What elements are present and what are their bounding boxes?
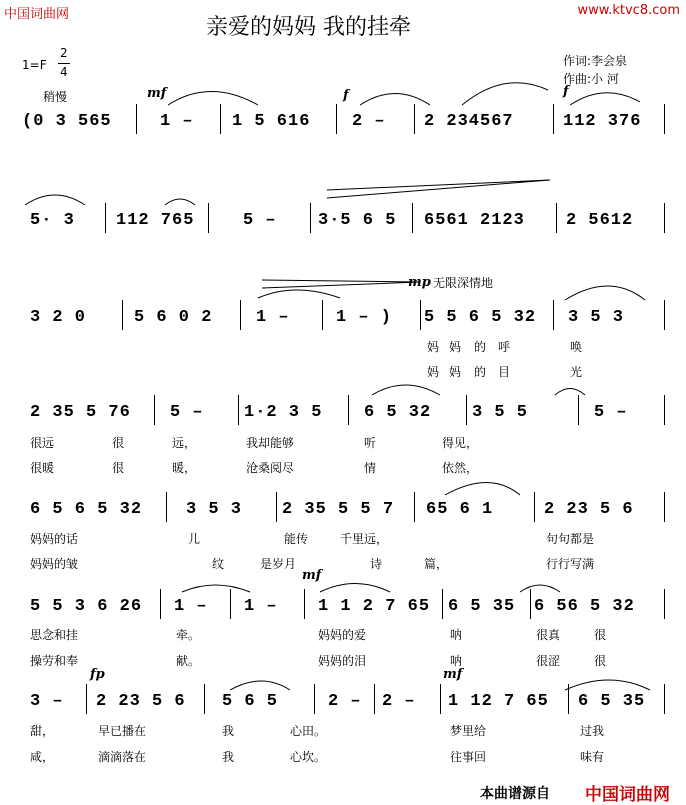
measure: 5 6 5: [222, 692, 279, 711]
lyric-syllable: 唤: [570, 340, 583, 354]
composer-credit: 作曲:小 河: [563, 72, 619, 86]
barline: [310, 203, 311, 233]
measure: 3 –: [30, 692, 64, 711]
lyric-syllable: 目: [498, 365, 511, 379]
lyric-line-2b: [0, 459, 686, 477]
barline: [105, 203, 106, 233]
lyric-line-3b: [0, 555, 686, 573]
footer-source: 本曲谱源自: [480, 786, 550, 802]
barline: [534, 492, 535, 522]
measure: 6561 2123: [424, 211, 525, 230]
measure: 2 23 5 6: [544, 500, 634, 519]
lyric-syllable: 儿: [188, 532, 201, 546]
barline: [440, 684, 441, 714]
barline: [240, 300, 241, 330]
barline: [414, 104, 415, 134]
measure: 3 5 5: [472, 403, 529, 422]
dynamic-mp: mp: [408, 275, 431, 290]
lyric-syllable: 妈妈的话: [30, 532, 79, 546]
barline: [160, 589, 161, 619]
barline: [664, 104, 665, 134]
music-line-3: [0, 300, 686, 340]
measure: 6 56 5 32: [534, 597, 635, 616]
measure: 1 –: [160, 112, 194, 131]
barline: [556, 203, 557, 233]
barline: [530, 589, 531, 619]
lyric-syllable: 得见，: [442, 436, 479, 450]
lyric-line-2a: [0, 434, 686, 452]
measure: 1 –: [244, 597, 278, 616]
lyricist-credit: 作词:李会泉: [563, 54, 628, 68]
measure: (0 3 565: [22, 112, 112, 131]
lyric-syllable: 很: [112, 436, 125, 450]
measure: 3 2 0: [30, 308, 87, 327]
lyric-syllable: 滴滴落在: [98, 750, 147, 764]
measure: 5 –: [243, 211, 277, 230]
lyric-syllable: 牵。: [176, 628, 201, 642]
measure: 2 5612: [566, 211, 634, 230]
lyric-syllable: 篇，: [424, 557, 449, 571]
lyric-syllable: 梦里给: [450, 724, 487, 738]
measure: 5 6 0 2: [134, 308, 213, 327]
barline: [664, 300, 665, 330]
barline: [664, 395, 665, 425]
lyric-syllable: 往事回: [450, 750, 487, 764]
lyric-syllable: 很: [594, 628, 607, 642]
lyric-syllable: 很暖: [30, 461, 55, 475]
lyric-syllable: 妈妈的泪: [318, 654, 367, 668]
lyric-syllable: 诗: [370, 557, 383, 571]
measure: 1 –: [256, 308, 290, 327]
lyric-syllable: 千里远，: [340, 532, 389, 546]
lyric-line-1b: [0, 363, 686, 381]
time-numerator: 2: [60, 46, 68, 60]
lyric-syllable: 纹: [212, 557, 225, 571]
lyric-syllable: 心坎。: [290, 750, 327, 764]
lyric-syllable: 味有: [580, 750, 605, 764]
lyric-syllable: 思念和挂: [30, 628, 79, 642]
barline: [412, 203, 413, 233]
measure: 1 – ): [336, 308, 393, 327]
lyric-syllable: 呐: [450, 628, 463, 642]
lyric-syllable: 我: [222, 750, 235, 764]
lyric-syllable: 妈妈的皱: [30, 557, 79, 571]
lyric-syllable: 依然，: [442, 461, 479, 475]
lyric-syllable: 妈: [449, 365, 462, 379]
watermark-left: 中国词曲网: [4, 7, 70, 22]
measure: 6 5 32: [364, 403, 432, 422]
lyric-syllable: 甜，: [30, 724, 55, 738]
measure: 2 35 5 5 7: [282, 500, 395, 519]
barline: [553, 104, 554, 134]
measure: 5 –: [170, 403, 204, 422]
lyric-syllable: 心田。: [290, 724, 327, 738]
barline: [86, 684, 87, 714]
barline: [238, 395, 239, 425]
dynamic-mf: mf: [147, 86, 167, 101]
barline: [136, 104, 137, 134]
lyric-syllable: 很: [594, 654, 607, 668]
barline: [314, 684, 315, 714]
music-line-1: [0, 104, 686, 144]
measure: 2 –: [328, 692, 362, 711]
lyric-line-5a: [0, 722, 686, 740]
measure: 3 5 3: [186, 500, 243, 519]
lyric-syllable: 呼: [498, 340, 511, 354]
barline: [208, 203, 209, 233]
barline: [553, 300, 554, 330]
barline: [122, 300, 123, 330]
song-title: 亲爱的妈妈 我的挂牵: [206, 15, 411, 40]
measure: 5 –: [594, 403, 628, 422]
measure: 65 6 1: [426, 500, 494, 519]
barline: [578, 395, 579, 425]
key-signature: 1=F: [22, 58, 47, 72]
measure: 2 234567: [424, 112, 514, 131]
measure: 2 –: [352, 112, 386, 131]
music-line-5: [0, 492, 686, 532]
measure: 5 5 6 5 32: [424, 308, 537, 327]
measure: 1·2 3 5: [244, 403, 323, 422]
lyric-syllable: 很远: [30, 436, 55, 450]
barline: [348, 395, 349, 425]
barline: [276, 492, 277, 522]
lyric-syllable: 是岁月: [260, 557, 297, 571]
measure: 5 5 3 6 26: [30, 597, 143, 616]
measure: 1 1 2 7 65: [318, 597, 431, 616]
lyric-syllable: 句句都是: [546, 532, 595, 546]
barline: [420, 300, 421, 330]
lyric-syllable: 咸，: [30, 750, 55, 764]
measure: 112 376: [563, 112, 642, 131]
lyric-line-1a: [0, 338, 686, 356]
measure: 1 5 616: [232, 112, 311, 131]
lyric-line-3a: [0, 530, 686, 548]
lyric-syllable: 妈: [427, 365, 440, 379]
measure: 2 35 5 76: [30, 403, 131, 422]
barline: [322, 300, 323, 330]
lyric-syllable: 的: [474, 365, 487, 379]
barline: [442, 589, 443, 619]
lyric-syllable: 听: [364, 436, 377, 450]
time-fraction-bar: [58, 63, 70, 64]
dynamic-mf-2: mf: [302, 568, 322, 583]
lyric-line-5b: [0, 748, 686, 766]
lyric-syllable: 我却能够: [246, 436, 295, 450]
lyric-syllable: 妈妈的爱: [318, 628, 367, 642]
barline: [166, 492, 167, 522]
measure: 1 12 7 65: [448, 692, 549, 711]
tempo-marking: 稍慢: [43, 90, 68, 104]
barline: [204, 684, 205, 714]
dynamic-fp: fp: [90, 667, 105, 682]
lyric-syllable: 很: [112, 461, 125, 475]
lyric-syllable: 献。: [176, 654, 201, 668]
measure: 112 765: [116, 211, 195, 230]
dynamic-f-2: f: [563, 84, 569, 99]
barline: [220, 104, 221, 134]
lyric-syllable: 早已播在: [98, 724, 147, 738]
time-denominator: 4: [60, 65, 68, 79]
lyric-syllable: 很真: [536, 628, 561, 642]
watermark-right: www.ktvc8.com: [577, 3, 680, 18]
barline: [336, 104, 337, 134]
footer-site: 中国词曲网: [585, 785, 670, 805]
barline: [568, 684, 569, 714]
measure: 5· 3: [30, 211, 75, 230]
music-line-2: [0, 203, 686, 243]
barline: [374, 684, 375, 714]
lyric-syllable: 情: [364, 461, 377, 475]
music-line-4: [0, 395, 686, 435]
barline: [230, 589, 231, 619]
lyric-syllable: 妈: [449, 340, 462, 354]
lyric-syllable: 能传: [284, 532, 309, 546]
measure: 6 5 35: [578, 692, 646, 711]
lyric-syllable: 过我: [580, 724, 605, 738]
dynamic-mf-3: mf: [443, 667, 463, 682]
measure: 2 23 5 6: [96, 692, 186, 711]
lyric-syllable: 呐: [450, 654, 463, 668]
barline: [664, 589, 665, 619]
barline: [664, 492, 665, 522]
lyric-syllable: 沧桑阅尽: [246, 461, 295, 475]
lyric-syllable: 远，: [172, 436, 197, 450]
lyric-syllable: 我: [222, 724, 235, 738]
lyric-syllable: 妈: [427, 340, 440, 354]
barline: [414, 492, 415, 522]
music-line-7: [0, 684, 686, 724]
expression-marking: 无限深情地: [433, 276, 494, 290]
lyric-syllable: 很涩: [536, 654, 561, 668]
lyric-syllable: 的: [474, 340, 487, 354]
dynamic-f: f: [343, 88, 349, 103]
measure: 2 –: [382, 692, 416, 711]
barline: [466, 395, 467, 425]
measure: 6 5 6 5 32: [30, 500, 143, 519]
lyric-line-4a: [0, 626, 686, 644]
barline: [304, 589, 305, 619]
measure: 3·5 6 5: [318, 211, 397, 230]
measure: 1 –: [174, 597, 208, 616]
lyric-line-4b: [0, 652, 686, 670]
music-line-6: [0, 589, 686, 629]
lyric-syllable: 暖，: [172, 461, 197, 475]
measure: 6 5 35: [448, 597, 516, 616]
barline: [664, 203, 665, 233]
barline: [154, 395, 155, 425]
lyric-syllable: 操劳和奉: [30, 654, 79, 668]
lyric-syllable: 行行写满: [546, 557, 595, 571]
measure: 3 5 3: [568, 308, 625, 327]
lyric-syllable: 光: [570, 365, 583, 379]
barline: [664, 684, 665, 714]
